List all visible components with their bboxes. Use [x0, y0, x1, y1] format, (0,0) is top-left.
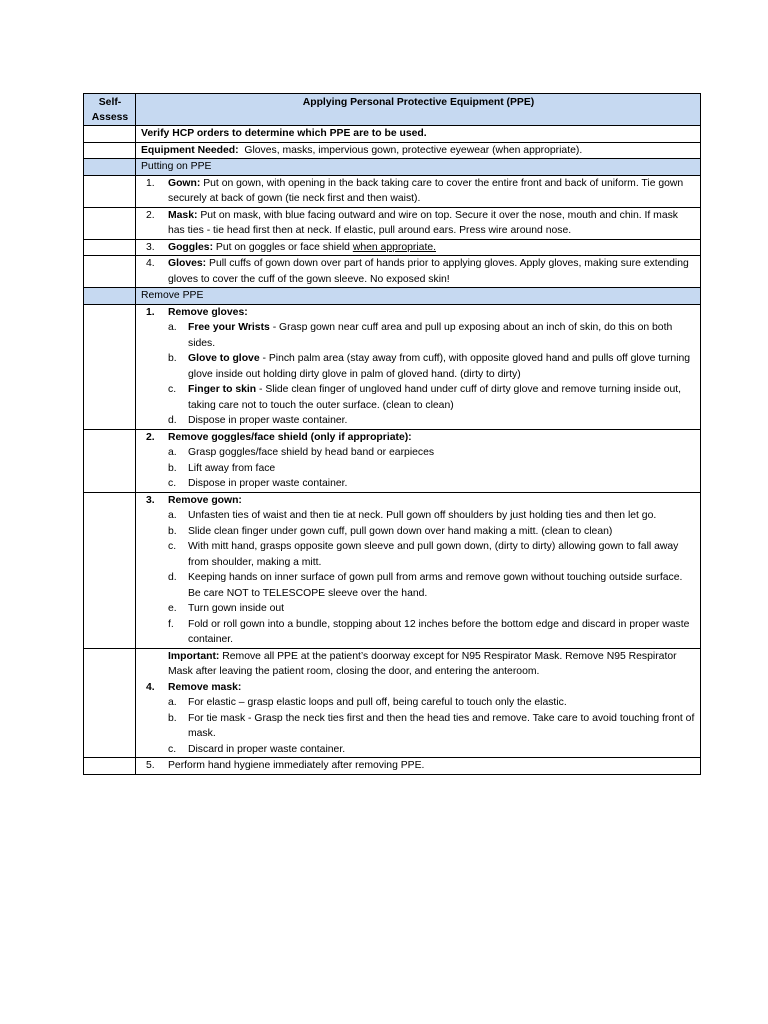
sub-letter: c. — [168, 541, 177, 552]
table-row — [84, 239, 701, 256]
list-item — [141, 430, 696, 446]
table-row — [84, 175, 701, 207]
putting-on-heading: Putting on PPE — [141, 161, 212, 172]
step-number: 4. — [146, 681, 155, 693]
sub-item — [141, 711, 696, 742]
step-label: Mask: — [168, 209, 198, 221]
step-number: 5. — [146, 760, 155, 771]
sub-letter: a. — [168, 322, 177, 333]
important-text: Remove all PPE at the patient’s doorway except for N95 Respirator Mask. Remove N95 Respirator Mask after leaving the patient room, closing the door, and entering the anteroom. — [168, 650, 677, 677]
self-assess-cell[interactable] — [84, 304, 136, 429]
goggles-step-cell — [136, 239, 701, 256]
step-number: 1. — [146, 306, 155, 318]
sub-item — [141, 524, 696, 540]
sub-item — [141, 508, 696, 524]
list-item — [141, 240, 696, 256]
step-title: Remove mask: — [168, 681, 242, 693]
gloves-step-cell — [136, 256, 701, 288]
sub-letter: a. — [168, 510, 177, 521]
sub-letter: a. — [168, 447, 177, 458]
list-item — [141, 680, 696, 696]
sub-letter: b. — [168, 712, 177, 724]
sub-letter: f. — [168, 618, 174, 630]
mask-step-cell — [136, 207, 701, 239]
equipment-text: Gloves, masks, impervious gown, protective eyewear (when appropriate). — [244, 144, 583, 156]
sub-letter: b. — [168, 353, 177, 364]
table-row — [84, 142, 701, 159]
sub-item — [141, 445, 696, 461]
ppe-checklist-table — [83, 93, 701, 775]
sub-item — [141, 351, 696, 382]
self-assess-cell[interactable] — [84, 492, 136, 648]
sub-text: Fold or roll gown into a bundle, stopping about 12 inches before the bottom edge and discard in proper waste container. — [188, 618, 690, 645]
sub-letter: d. — [168, 572, 177, 583]
verify-cell — [136, 126, 701, 143]
step-title: Remove goggles/face shield (only if appropriate): — [168, 431, 412, 443]
table-row — [84, 492, 701, 648]
step-number: 2. — [146, 209, 155, 221]
sub-text: Unfasten ties of waist and then tie at neck. Pull gown off shoulders by just holding ties and then let go. — [188, 510, 657, 521]
self-assess-header-cell — [84, 94, 136, 126]
sub-item — [141, 742, 696, 758]
sub-text: Slide clean finger under gown cuff, pull gown down over hand making a mitt. (clean to clean) — [188, 525, 613, 537]
section-heading-cell — [136, 288, 701, 305]
step-text: Put on gown, with opening in the back taking care to cover the entire front and back of uniform. Tie gown securely at back of gown (tie neck first and then waist). — [168, 177, 684, 204]
list-item — [141, 176, 696, 207]
sub-text: Keeping hands on inner surface of gown pull from arms and remove gown without touching outside surface. Be care NOT to TELESCOPE sleeve over the hand. — [188, 572, 683, 599]
self-assess-cell[interactable] — [84, 256, 136, 288]
list-item — [141, 208, 696, 239]
section-row — [84, 288, 701, 305]
section-heading-cell — [136, 159, 701, 176]
self-assess-cell[interactable] — [84, 239, 136, 256]
step-text: Perform hand hygiene immediately after removing PPE. — [168, 760, 425, 771]
step-label: Goggles: — [168, 241, 214, 253]
step-number: 2. — [146, 431, 155, 443]
remove-gloves-cell — [136, 304, 701, 429]
sub-item — [141, 461, 696, 477]
self-assess-header: Self- Assess — [91, 97, 129, 123]
step-title: Remove gloves: — [168, 306, 248, 318]
list-item — [141, 758, 696, 774]
sub-label: Glove to glove — [188, 353, 260, 364]
title-cell — [136, 94, 701, 126]
table-row — [84, 429, 701, 492]
sub-label: Finger to skin — [188, 384, 257, 395]
gown-step-cell — [136, 175, 701, 207]
step-text: Put on goggles or face shield — [213, 241, 353, 253]
sub-item — [141, 539, 696, 570]
equipment-cell — [136, 142, 701, 159]
sub-text: Discard in proper waste container. — [188, 743, 346, 755]
list-item — [141, 493, 696, 509]
important-label: Important: — [168, 650, 220, 662]
self-assess-cell — [84, 288, 136, 305]
table-row — [84, 256, 701, 288]
sub-text: - Pinch palm area (stay away from cuff), with opposite gloved hand and pulls off glove turning glove inside out holding dirty glove in palm of gloved hand. (dirty to dirty) — [188, 353, 691, 380]
sub-item — [141, 617, 696, 648]
sub-label: Free your Wrists — [188, 322, 270, 333]
step-number: 1. — [146, 177, 155, 189]
important-note — [141, 649, 696, 680]
sub-text: For elastic – grasp elastic loops and pull off, being careful to touch only the elastic. — [188, 697, 567, 708]
sub-letter: b. — [168, 462, 177, 474]
table-row — [84, 126, 701, 143]
step-text: Put on mask, with blue facing outward and wire on top. Secure it over the nose, mouth and chin. If mask has ties - tie head first then at neck. If elastic, pull around ears. Press wire around nose. — [168, 209, 678, 236]
self-assess-cell[interactable] — [84, 758, 136, 775]
table-row — [84, 304, 701, 429]
sub-text: With mitt hand, grasps opposite gown sleeve and pull gown down, (dirty to dirty) allowing gown to fall away from shoulder, making a mitt. — [188, 541, 679, 568]
sub-letter: d. — [168, 415, 177, 426]
page-title: Applying Personal Protective Equipment (PPE) — [302, 97, 535, 108]
step-title: Remove gown: — [168, 494, 242, 506]
table-row — [84, 758, 701, 775]
sub-item — [141, 695, 696, 711]
sub-item — [141, 601, 696, 617]
step-number: 3. — [146, 241, 155, 253]
step-number: 4. — [146, 258, 155, 269]
sub-item — [141, 476, 696, 492]
sub-item — [141, 413, 696, 429]
sub-item — [141, 570, 696, 601]
remove-goggles-cell — [136, 429, 701, 492]
sub-text: Dispose in proper waste container. — [188, 415, 348, 426]
table-header-row — [84, 94, 701, 126]
sub-text: Lift away from face — [188, 462, 276, 474]
step-label: Gloves: — [168, 258, 207, 269]
sub-letter: b. — [168, 525, 177, 537]
sub-text: For tie mask - Grasp the neck ties first and then the head ties and remove. Take care to avoid touching front of mask. — [188, 712, 695, 739]
remove-heading: Remove PPE — [141, 290, 204, 301]
section-row — [84, 159, 701, 176]
step-label: Gown: — [168, 177, 201, 189]
step-number: 3. — [146, 494, 155, 506]
self-assess-cell[interactable] — [84, 126, 136, 143]
sub-text: Turn gown inside out — [188, 603, 285, 614]
equipment-label: Equipment Needed: — [141, 144, 239, 156]
sub-letter: c. — [168, 743, 177, 755]
verify-text: Verify HCP orders to determine which PPE are to be used. — [141, 128, 427, 139]
self-assess-cell[interactable] — [84, 175, 136, 207]
sub-letter: a. — [168, 697, 177, 708]
hand-hygiene-cell — [136, 758, 701, 775]
sub-text: - Grasp gown near cuff area and pull up exposing about an inch of skin, do this on both sides. — [188, 322, 673, 349]
remove-gown-cell — [136, 492, 701, 648]
sub-text: Grasp goggles/face shield by head band or earpieces — [188, 447, 435, 458]
list-item — [141, 256, 696, 287]
table-row — [84, 648, 701, 758]
sub-letter: c. — [168, 478, 177, 489]
sub-item — [141, 320, 696, 351]
table-row — [84, 207, 701, 239]
step-underlined-text: when appropriate. — [352, 241, 437, 253]
sub-letter: e. — [168, 603, 177, 614]
self-assess-cell[interactable] — [84, 142, 136, 159]
self-assess-cell[interactable] — [84, 429, 136, 492]
step-text: Pull cuffs of gown down over part of hands prior to applying gloves. Apply gloves, making sure extending gloves to cover the cuff of the gown sleeve. No exposed skin! — [168, 258, 689, 285]
sub-text: - Slide clean finger of ungloved hand under cuff of dirty glove and remove turning inside out, taking care not to touch the outer surface. (clean to clean) — [188, 384, 682, 411]
sub-text: Dispose in proper waste container. — [188, 478, 348, 489]
remove-mask-cell — [136, 648, 701, 758]
self-assess-cell[interactable] — [84, 648, 136, 758]
sub-letter: c. — [168, 384, 177, 395]
self-assess-cell — [84, 159, 136, 176]
list-item — [141, 305, 696, 321]
self-assess-cell[interactable] — [84, 207, 136, 239]
sub-item — [141, 382, 696, 413]
